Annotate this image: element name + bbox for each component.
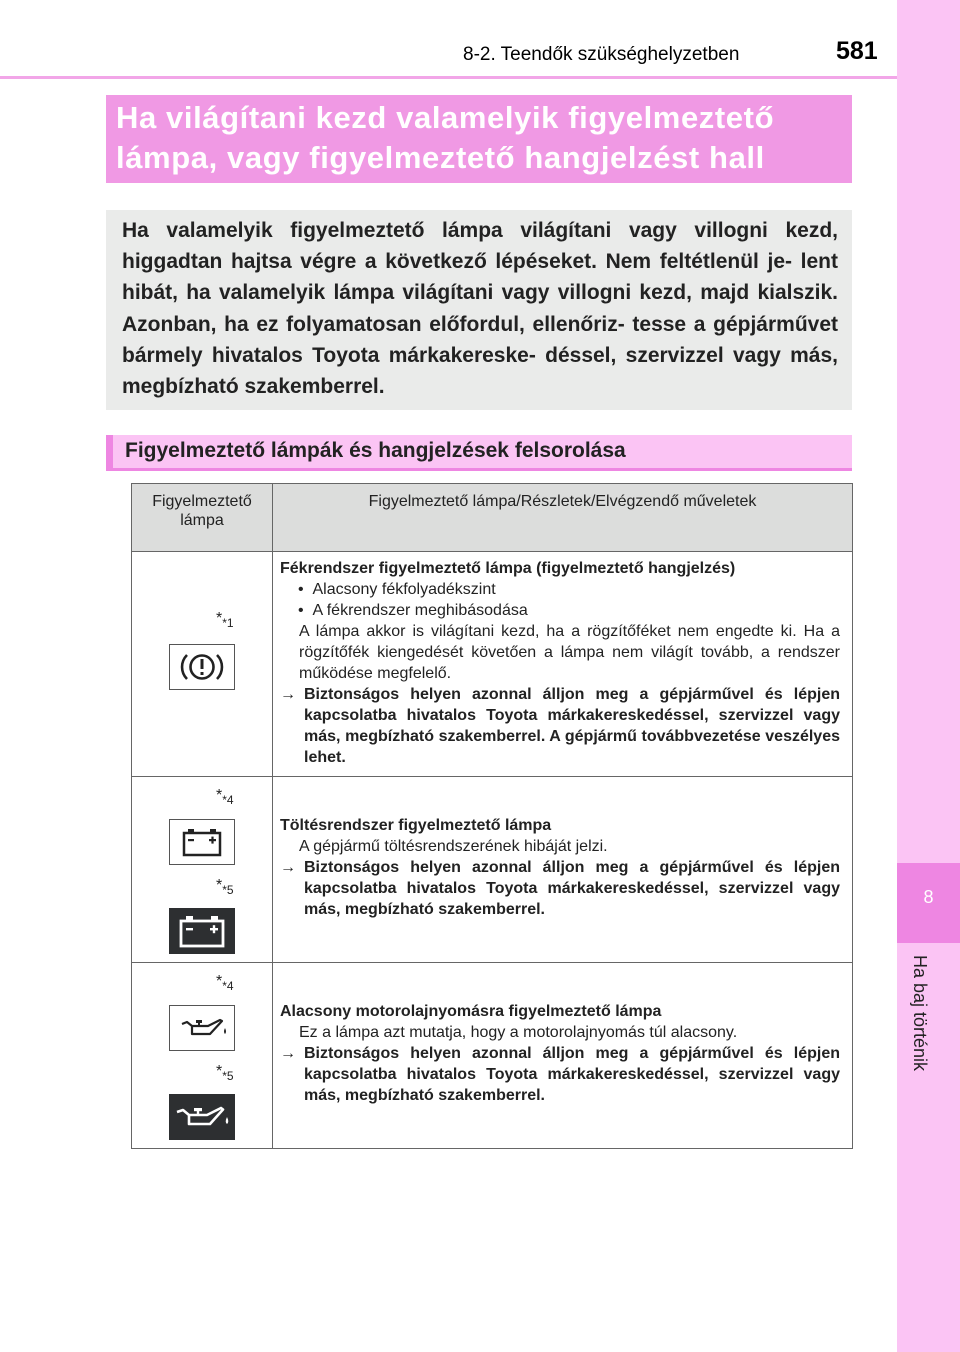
lamp-description: Ez a lámpa azt mutatja, hogy a motorolajnyomás túl alacsony. xyxy=(299,1024,738,1041)
page-number: 581 xyxy=(836,37,878,65)
brake-warning-icon xyxy=(169,644,235,690)
arrow-icon: → xyxy=(280,1045,296,1062)
action-text: Biztonságos helyen azonnal álljon meg a gépjárművel és lépjen kapcsolatba hivatalos Toyota márkakereskedéssel, szervizzel vagy más, megbízható szakemberrel. xyxy=(304,859,840,918)
lamp-title: Fékrendszer figyelmeztető lámpa (figyelmeztető hangjelzés) xyxy=(280,560,736,577)
lamp-title: Töltésrendszer figyelmeztető lámpa xyxy=(280,817,552,834)
chapter-side-tab xyxy=(897,0,960,1352)
intro-line: Ha valamelyik figyelmeztető lámpa világítani vagy villogni kezd, xyxy=(122,219,838,242)
action-item xyxy=(280,857,840,920)
action-text: Biztonságos helyen azonnal álljon meg a gépjárművel és lépjen kapcsolatba hivatalos Toyota márkakereskedéssel, szervizzel vagy más, megbízható szakemberrel. A gépjármű továbbvezetése veszélyes lehet. xyxy=(304,686,840,766)
intro-line: majd kialszik. Azonban, ha ez folyamatosan előfordul, ellenőriz- xyxy=(122,281,839,336)
intro-line: déssel, szervizzel vagy más, megbízható szakemberrel. xyxy=(122,343,838,399)
bullet-item: • A fékrendszer meghibásodása xyxy=(298,602,528,619)
lamp-description: A lámpa akkor is világítani kezd, ha a rögzítőféket nem engedte ki. Ha a rögzítőfék kiengedését követően a lámpa nem világít tovább, a rendszer működése megfelelő. xyxy=(299,623,840,682)
lamp-icon-cell xyxy=(132,777,273,963)
lamp-icon-cell xyxy=(132,552,273,777)
table-row xyxy=(132,963,853,1149)
footnote-ref: $*_{*5}$ xyxy=(216,1063,234,1084)
footnote-ref: $*_{*1}$ xyxy=(216,610,234,631)
lamp-details xyxy=(273,963,853,1149)
action-item xyxy=(280,684,840,768)
chapter-number: 8 xyxy=(923,887,934,907)
oil-can-icon xyxy=(169,1005,235,1051)
intro-line: tesse a gépjárművet bármely hivatalos Toyota márkakereske- xyxy=(122,312,839,367)
header-lamp: Figyelmeztető lámpa xyxy=(132,484,273,552)
footnote-ref: $*_{*4}$ xyxy=(216,787,234,808)
intro-line: lent hibát, ha valamelyik lámpa világítani vagy villogni kezd, xyxy=(122,250,838,305)
lamp-description: A gépjármű töltésrendszerének hibáját jelzi. xyxy=(299,838,608,855)
header-details: Figyelmeztető lámpa/Részletek/Elvégzendő műveletek xyxy=(273,484,853,552)
header-rule xyxy=(0,76,897,79)
chapter-label: Ha baj történik xyxy=(910,955,930,1072)
lamp-details xyxy=(273,777,853,963)
lamp-title: Alacsony motorolajnyomásra figyelmeztető lámpa xyxy=(280,1003,662,1020)
lamp-icon-cell xyxy=(132,963,273,1149)
main-heading-line-1: Ha világítani kezd valamelyik figyelmeztető xyxy=(116,100,775,135)
lamp-details xyxy=(273,552,853,777)
table-header-row xyxy=(132,484,853,552)
battery-icon xyxy=(169,908,235,954)
arrow-icon: → xyxy=(280,859,296,876)
battery-icon xyxy=(169,819,235,865)
action-text: Biztonságos helyen azonnal álljon meg a gépjárművel és lépjen kapcsolatba hivatalos Toyota márkakereskedéssel, szervizzel vagy más, megbízható szakemberrel. xyxy=(304,1045,840,1104)
arrow-icon: → xyxy=(280,686,296,703)
oil-can-icon xyxy=(169,1094,235,1140)
warning-lamps-table xyxy=(131,483,853,1149)
main-heading xyxy=(106,95,852,183)
action-item xyxy=(280,1043,840,1106)
bullet-item: • Alacsony fékfolyadékszint xyxy=(298,581,496,598)
intro-box xyxy=(106,210,852,410)
section-title: 8-2. Teendők szükséghelyzetben xyxy=(463,44,740,65)
table-row xyxy=(132,552,853,777)
subheading: Figyelmeztető lámpák és hangjelzések felsorolása xyxy=(106,435,852,471)
intro-line: higgadtan hajtsa végre a következő lépéseket. Nem feltétlenül je- xyxy=(122,250,793,274)
table-row xyxy=(132,777,853,963)
footnote-ref: $*_{*5}$ xyxy=(216,877,234,898)
main-heading-line-2: lámpa, vagy figyelmeztető hangjelzést hall xyxy=(116,140,765,175)
footnote-ref: $*_{*4}$ xyxy=(216,973,234,994)
